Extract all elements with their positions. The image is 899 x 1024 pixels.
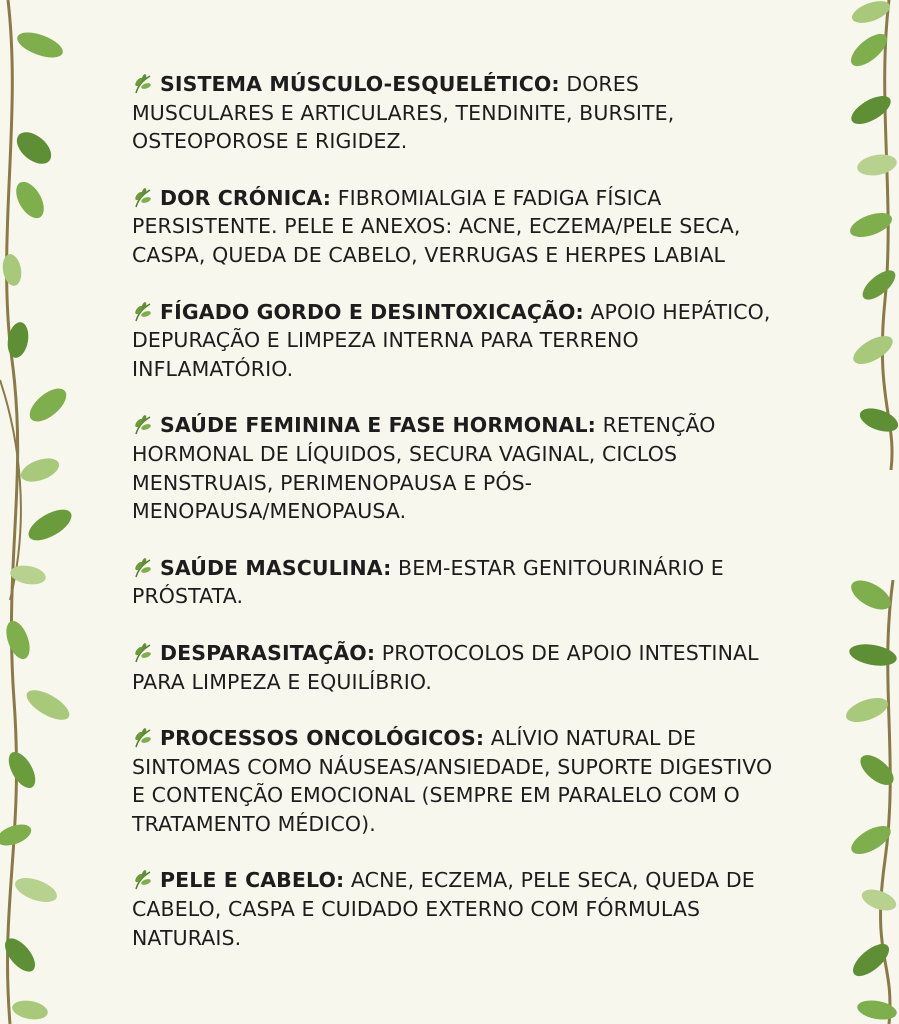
item-title: FÍGADO GORDO E DESINTOXICAÇÃO: (160, 299, 584, 324)
item-text: FIBROMIALGIA E FADIGA FÍSICA PERSISTENTE. PELE E ANEXOS: ACNE, ECZEMA/PELE SECA, CASPA, QUEDA DE CABELO, VERRUGAS E HERPES LABIAL (132, 185, 741, 267)
list-item (132, 298, 782, 384)
herb-leaf-icon (132, 558, 154, 578)
herb-leaf-icon (132, 74, 154, 94)
herb-leaf-icon (132, 415, 154, 435)
list-item (132, 554, 782, 611)
item-text: APOIO HEPÁTICO, DEPURAÇÃO E LIMPEZA INTERNA PARA TERRENO INFLAMATÓRIO. (132, 299, 771, 381)
left-vine-decoration (0, 0, 90, 1024)
item-text: BEM-ESTAR GENITOURINÁRIO E PRÓSTATA. (132, 555, 724, 609)
item-text: DORES MUSCULARES E ARTICULARES, TENDINITE, BURSITE, OSTEOPOROSE E RIGIDEZ. (132, 72, 675, 154)
item-text: ALÍVIO NATURAL DE SINTOMAS COMO NÁUSEAS/ANSIEDADE, SUPORTE DIGESTIVO E CONTENÇÃO EMOCIONAL (SEMPRE EM PARALELO COM O TRATAMENTO MÉDICO). (132, 726, 773, 836)
item-title: DOR CRÓNICA: (160, 185, 332, 210)
list-item (132, 70, 782, 156)
list-item (132, 639, 782, 696)
item-text: ACNE, ECZEMA, PELE SECA, QUEDA DE CABELO, CASPA E CUIDADO EXTERNO COM FÓRMULAS NATURAIS. (132, 868, 755, 950)
item-title: SAÚDE MASCULINA: (160, 555, 392, 580)
list-item (132, 184, 782, 270)
herb-leaf-icon (132, 188, 154, 208)
list-item (132, 866, 782, 952)
item-title: SISTEMA MÚSCULO-ESQUELÉTICO: (160, 72, 560, 96)
item-title: PROCESSOS ONCOLÓGICOS: (160, 726, 485, 751)
herb-leaf-icon (132, 302, 154, 322)
right-vine-decoration (819, 0, 899, 1024)
list-item (132, 411, 782, 525)
herb-leaf-icon (132, 870, 154, 890)
item-title: SAÚDE FEMININA E FASE HORMONAL: (160, 413, 596, 438)
item-text: PROTOCOLOS DE APOIO INTESTINAL PARA LIMPEZA E EQUILÍBRIO. (132, 640, 759, 694)
item-title: PELE E CABELO: (160, 868, 345, 893)
item-title: DESPARASITAÇÃO: (160, 640, 376, 665)
herb-leaf-icon (132, 728, 154, 748)
herb-leaf-icon (132, 643, 154, 663)
treatment-list (132, 70, 782, 980)
item-text: RETENÇÃO HORMONAL DE LÍQUIDOS, SECURA VAGINAL, CICLOS MENSTRUAIS, PERIMENOPAUSA E PÓS-MENOPAUSA/MENOPAUSA. (132, 413, 716, 524)
list-item (132, 724, 782, 838)
